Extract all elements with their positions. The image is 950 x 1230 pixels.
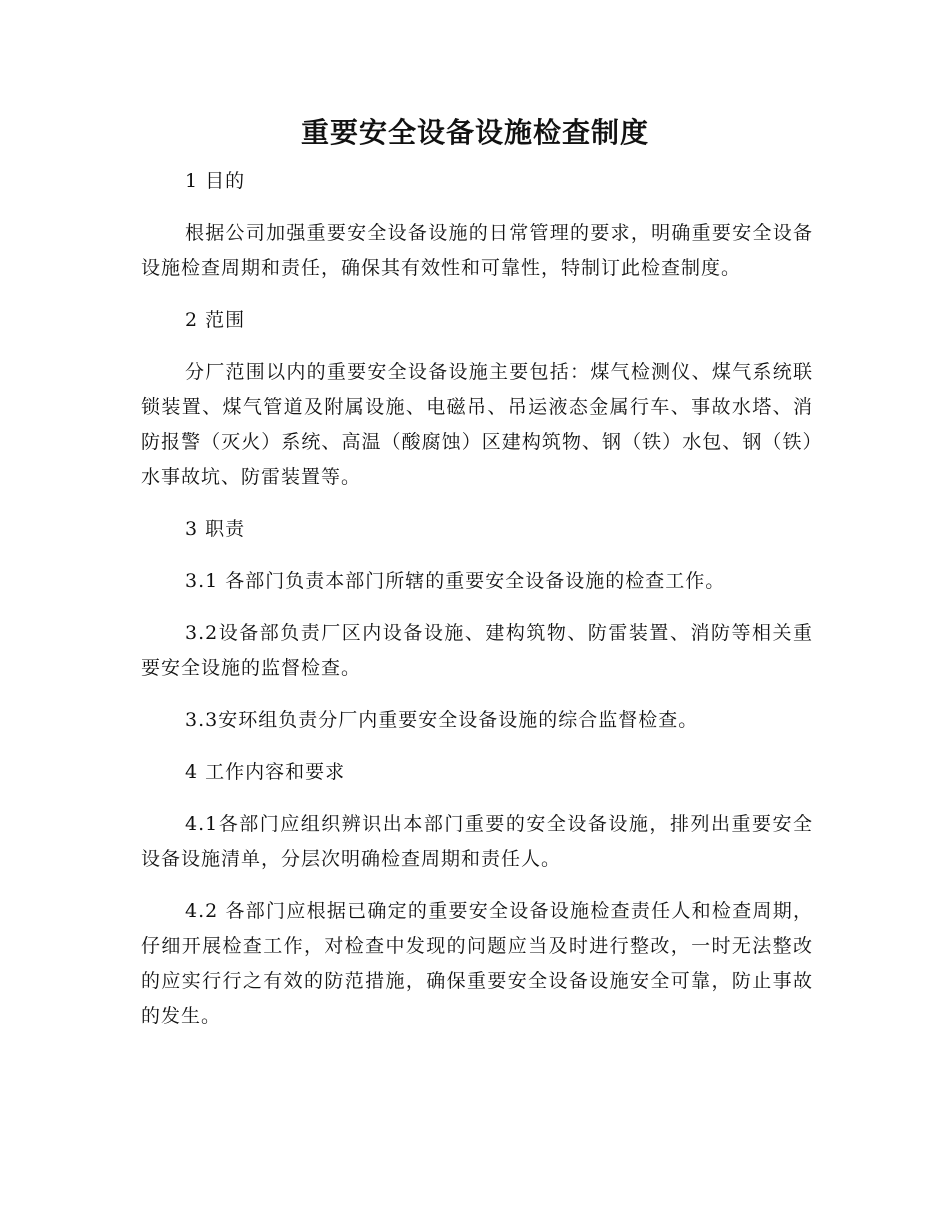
paragraph-work-4-1: 4.1各部门应组织辨识出本部门重要的安全设备设施，排列出重要安全设备设施清单，分层次明确检查周期和责任人。 — [141, 813, 813, 870]
paragraph-work-4-2: 4.2 各部门应根据已确定的重要安全设备设施检查责任人和检查周期，仔细开展检查工作，对检查中发现的问题应当及时进行整改，一时无法整改的应实行行之有效的防范措施，确保重要安全设备设施安全可靠，防止事故的发生。 — [141, 900, 813, 1027]
paragraph-responsibility-3-1: 3.1 各部门负责本部门所辖的重要安全设备设施的检查工作。 — [185, 570, 726, 592]
paragraph-purpose: 根据公司加强重要安全设备设施的日常管理的要求，明确重要安全设备设施检查周期和责任，确保其有效性和可靠性，特制订此检查制度。 — [141, 222, 813, 279]
paragraph-scope: 分厂范围以内的重要安全设备设施主要包括：煤气检测仪、煤气系统联锁装置、煤气管道及附属设施、电磁吊、吊运液态金属行车、事故水塔、消防报警（灭火）系统、高温（酸腐蚀）区建构筑物、钢（铁）水包、钢（铁）水事故坑、防雷装置等。 — [141, 361, 813, 488]
document-title: 重要安全设备设施检查制度 — [300, 116, 649, 149]
section-heading-purpose: 1 目的 — [185, 170, 246, 192]
paragraph-responsibility-3-2: 3.2设备部负责厂区内设备设施、建构筑物、防雷装置、消防等相关重要安全设施的监督检查。 — [141, 622, 813, 679]
document-body — [141, 164, 813, 1051]
section-heading-responsibilities: 3 职责 — [185, 518, 246, 540]
section-heading-work-content: 4 工作内容和要求 — [185, 761, 346, 783]
section-heading-scope: 2 范围 — [185, 309, 246, 331]
paragraph-responsibility-3-3: 3.3安环组负责分厂内重要安全设备设施的综合监督检查。 — [185, 709, 699, 731]
